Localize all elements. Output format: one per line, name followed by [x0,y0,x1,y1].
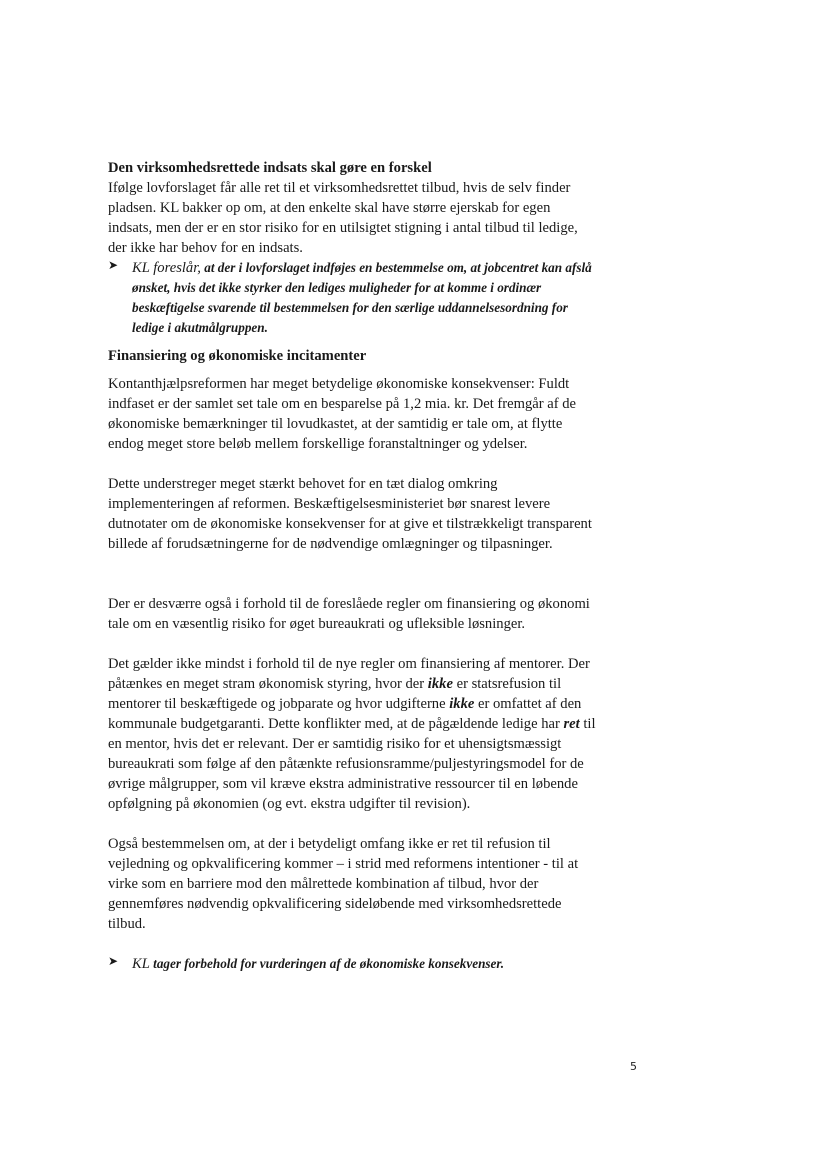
bullet-lead: KL [132,956,150,972]
section-heading: Finansiering og økonomiske incitamenter [108,348,367,364]
paragraph: Dette understreger meget stærkt behovet for en tæt dialog omkring implementeringen af reformen. Beskæftigelsesministeriet bør snarest levere dutnotater om de økonomiske konsekvenser for at give et tilstrækkeligt transparent billede af forudsætningerne for de nødvendige omlægninger og tilpasninger. [108,476,592,552]
recommendation-bullet [108,954,596,974]
paragraph: Også bestemmelsen om, at der i betydeligt omfang ikke er ret til refusion til vejledning og opkvalificering kommer – i strid med reformens intentioner - til at virke som en barriere mod den målrettede kombination af tilbud, hvor der gennemføres nødvendig opkvalificering sideløbende med virksomhedsrettede tilbud. [108,836,579,932]
page-number: 5 [630,1060,637,1073]
document-page [108,158,596,974]
emphasis: ikke [449,696,475,712]
bullet-text: at der i lovforslaget indføjes en bestemmelse om, at jobcentret kan afslå ønsket, hvis det ikke styrker den lediges muligheder for at komme i ordinær beskæftigelse svarende til bestemmelsen for den særlige uddannelsesordning for ledige i akutmålgruppen. [132,260,592,335]
paragraph: Det gælder ikke mindst i forhold til de nye regler om finansiering af mentorer. Der påtænkes en meget stram økonomisk styring, hvor der ikke er statsrefusion til mentorer til beskæftigede og jobparate og hvor udgifterne ikke er omfattet af den kommunale budgetgaranti. Dette konflikter med, at de pågældende ledige har ret til en mentor, hvis det er relevant. Der er samtidig risiko for et uhensigtsmæssigt bureaukrati som følge af den påtænkte refusionsramme/puljestyringsmodel for de øvrige målgrupper, som vil kræve ekstra administrative ressourcer til en løbende opfølgning på økonomien (og evt. ekstra udgifter til revision). [108,656,596,812]
arrow-bullet-icon: ➤ [108,954,119,968]
paragraph: Ifølge lovforslaget får alle ret til et virksomhedsrettet tilbud, hvis de selv finder pladsen. KL bakker op om, at den enkelte skal have større ejerskab for egen indsats, men der er en stor risiko for en utilsigtet stigning i antal tilbud til ledige, der ikke har behov for en indsats. [108,180,578,256]
paragraph: Kontanthjælpsreformen har meget betydelige økonomiske konsekvenser: Fuldt indfaset er der samlet set tale om en besparelse på 1,2 mia. kr. Det fremgår af de økonomiske bemærkninger til lovudkastet, at der samtidig er tale om, at flytte endog meget store beløb mellem forskellige foranstaltninger og ydelser. [108,376,577,452]
emphasis: ret [563,716,580,732]
bullet-text: tager forbehold for vurderingen af de økonomiske konsekvenser. [149,956,505,971]
section-heading: Den virksomhedsrettede indsats skal gøre en forskel [108,160,432,176]
recommendation-bullet [108,258,596,338]
bullet-lead: KL foreslår, [132,260,201,276]
emphasis: ikke [427,676,453,692]
arrow-bullet-icon: ➤ [108,258,119,272]
paragraph: Der er desværre også i forhold til de foreslåede regler om finansiering og økonomi tale om en væsentlig risiko for øget bureaukrati og ufleksible løsninger. [108,596,590,632]
